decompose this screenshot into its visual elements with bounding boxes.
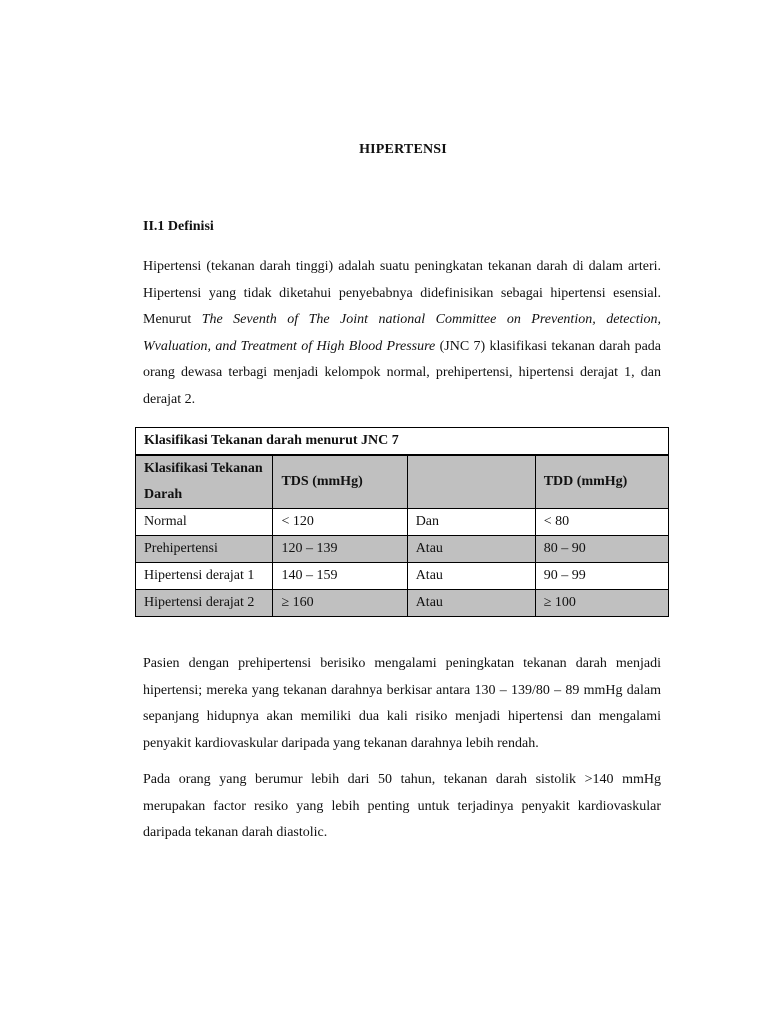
cell-tds: 140 – 159 bbox=[273, 563, 407, 590]
table-row bbox=[136, 563, 669, 590]
classification-table bbox=[135, 427, 669, 617]
cell-connector: Atau bbox=[407, 563, 535, 590]
cell-category: Hipertensi derajat 1 bbox=[136, 563, 273, 590]
table-header-row bbox=[136, 455, 669, 509]
cell-category: Hipertensi derajat 2 bbox=[136, 590, 273, 617]
paragraph-prehypertension: Pasien dengan prehipertensi berisiko mengalami peningkatan tekanan darah menjadi hipertensi; mereka yang tekanan darahnya berkisar antara 130 – 139/80 – 89 mmHg dalam sepanjang hidupnya akan memiliki dua kali risiko menjadi hipertensi dan mengalami penyakit kardiovaskular daripada yang tekanan darahnya lebih rendah. bbox=[143, 656, 661, 751]
cell-connector: Dan bbox=[407, 509, 535, 536]
table-row bbox=[136, 509, 669, 536]
header-tdd: TDD (mmHg) bbox=[535, 455, 668, 509]
table-row bbox=[136, 536, 669, 563]
cell-tdd: 80 – 90 bbox=[535, 536, 668, 563]
cell-tdd: ≥ 100 bbox=[535, 590, 668, 617]
paragraph-text: (JNC 7) klasifikasi tekanan darah pada orang dewasa terbagi menjadi kelompok normal, prehipertensi, hipertensi derajat 1, dan derajat 2. bbox=[143, 338, 661, 407]
cell-tdd: < 80 bbox=[535, 509, 668, 536]
cell-connector: Atau bbox=[407, 536, 535, 563]
cell-category: Prehipertensi bbox=[136, 536, 273, 563]
paragraph-definition bbox=[143, 254, 661, 413]
cell-tds: 120 – 139 bbox=[273, 536, 407, 563]
section-heading: II.1 Definisi bbox=[143, 219, 214, 234]
header-connector bbox=[407, 455, 535, 509]
page-title: HIPERTENSI bbox=[359, 142, 447, 157]
cell-category: Normal bbox=[136, 509, 273, 536]
header-tds: TDS (mmHg) bbox=[273, 455, 407, 509]
table-row bbox=[136, 590, 669, 617]
cell-tdd: 90 – 99 bbox=[535, 563, 668, 590]
header-classification: Klasifikasi Tekanan Darah bbox=[136, 455, 273, 509]
paragraph-italic-title: The Seventh of The Joint national Committee on Prevention, detection, Wvaluation, and Treatment of High Blood Pressure bbox=[143, 312, 661, 354]
cell-connector: Atau bbox=[407, 590, 535, 617]
cell-tds: ≥ 160 bbox=[273, 590, 407, 617]
paragraph-text: Hipertensi (tekanan darah tinggi) adalah suatu peningkatan tekanan darah di dalam arteri. Hipertensi yang tidak diketahui penyebabnya didefinisikan sebagai hipertensi esensial. Menurut bbox=[143, 259, 661, 327]
cell-tds: < 120 bbox=[273, 509, 407, 536]
paragraph-systolic-risk: Pada orang yang berumur lebih dari 50 tahun, tekanan darah sistolik >140 mmHg merupakan factor resiko yang lebih penting untuk terjadinya penyakit kardiovaskular daripada tekanan darah diastolic. bbox=[143, 772, 661, 840]
table-caption: Klasifikasi Tekanan darah menurut JNC 7 bbox=[136, 428, 669, 456]
